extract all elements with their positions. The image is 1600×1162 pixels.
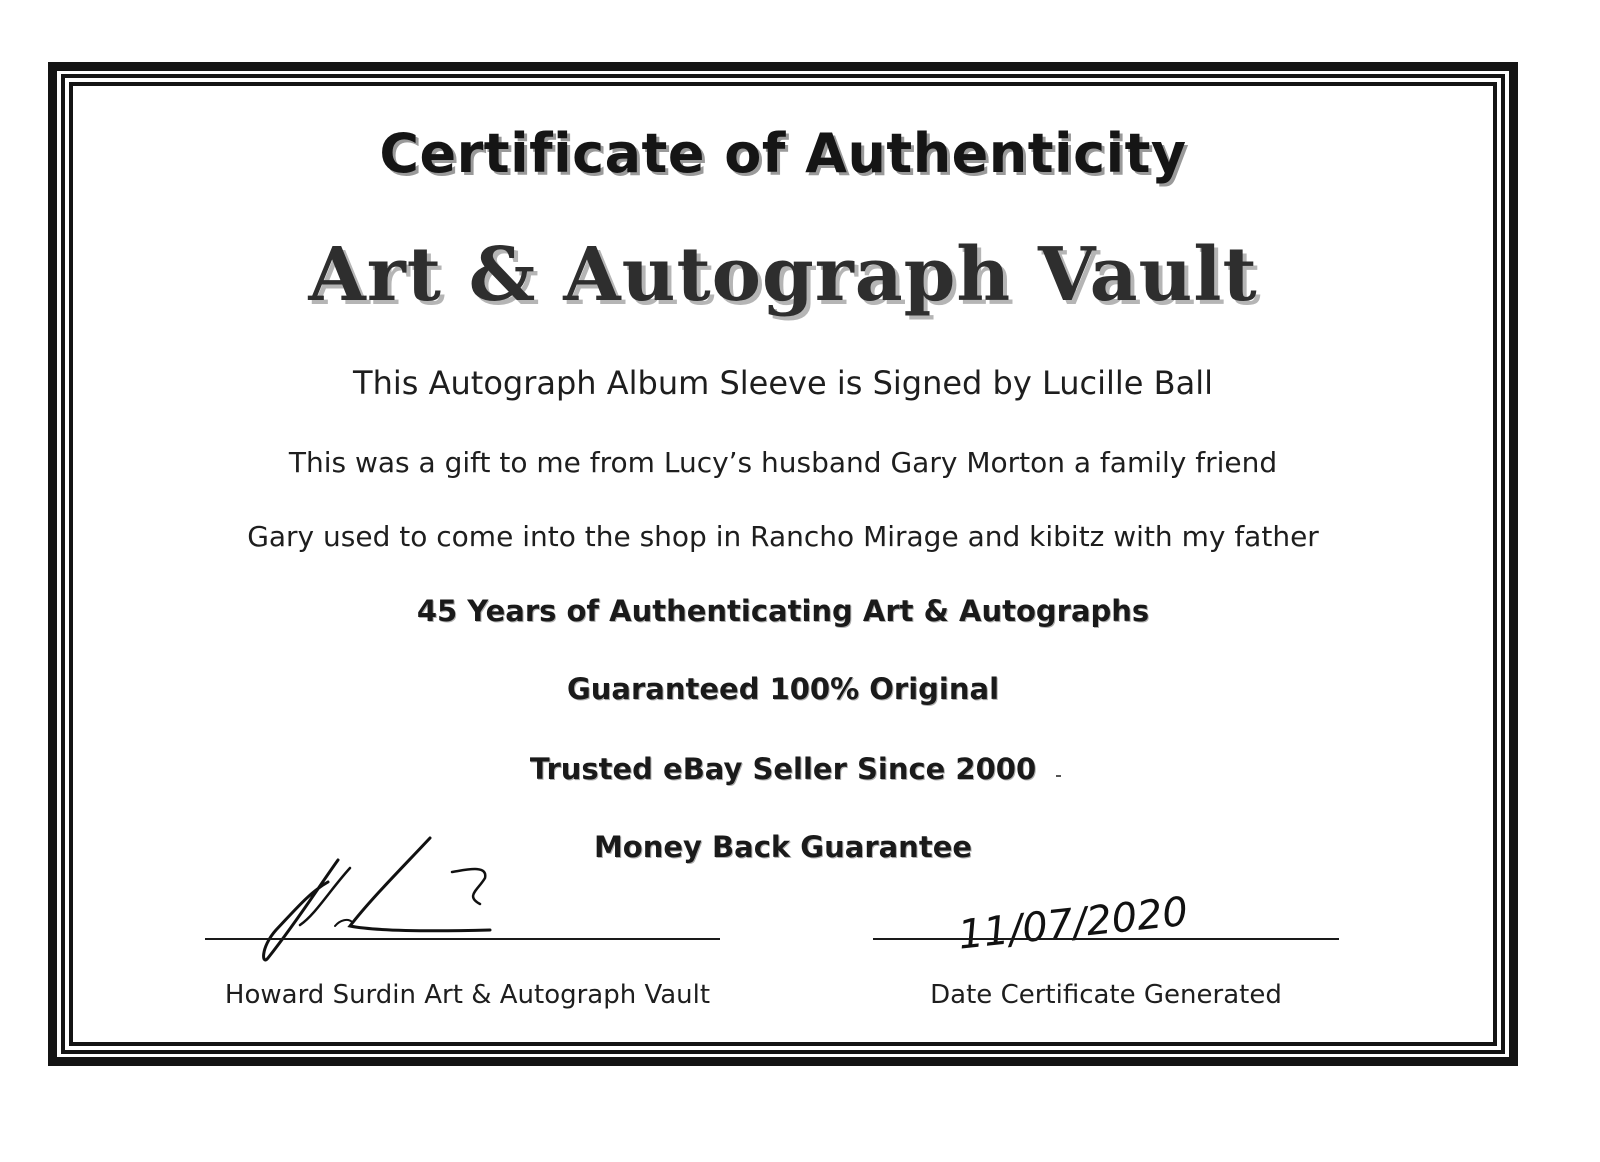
company-name: Art & Autograph Vault [308, 232, 1258, 318]
handwritten-signature [240, 830, 520, 970]
date-caption: Date Certificate Generated [930, 980, 1282, 1010]
provenance-line-2: Gary used to come into the shop in Rancho Mirage and kibitz with my father [247, 520, 1319, 553]
provenance-line-1: This was a gift to me from Lucy’s husband Gary Morton a family friend [288, 446, 1278, 479]
scan-speck [1056, 775, 1061, 777]
signature-line [205, 938, 720, 940]
certificate-heading: Certificate of Authenticity [379, 122, 1187, 185]
date-line [873, 938, 1339, 940]
handwritten-date-text: 11/07/2020 [955, 888, 1191, 959]
guarantee-original: Guaranteed 100% Original [566, 672, 1000, 706]
guarantee-ebay-seller: Trusted eBay Seller Since 2000 [529, 752, 1037, 786]
signature-caption: Howard Surdin Art & Autograph Vault [224, 980, 711, 1010]
handwritten-date [950, 886, 1220, 966]
item-statement: This Autograph Album Sleeve is Signed by Lucille Ball [353, 364, 1213, 402]
guarantee-money-back: Money Back Guarantee [593, 830, 973, 864]
guarantee-years: 45 Years of Authenticating Art & Autographs [416, 594, 1150, 628]
